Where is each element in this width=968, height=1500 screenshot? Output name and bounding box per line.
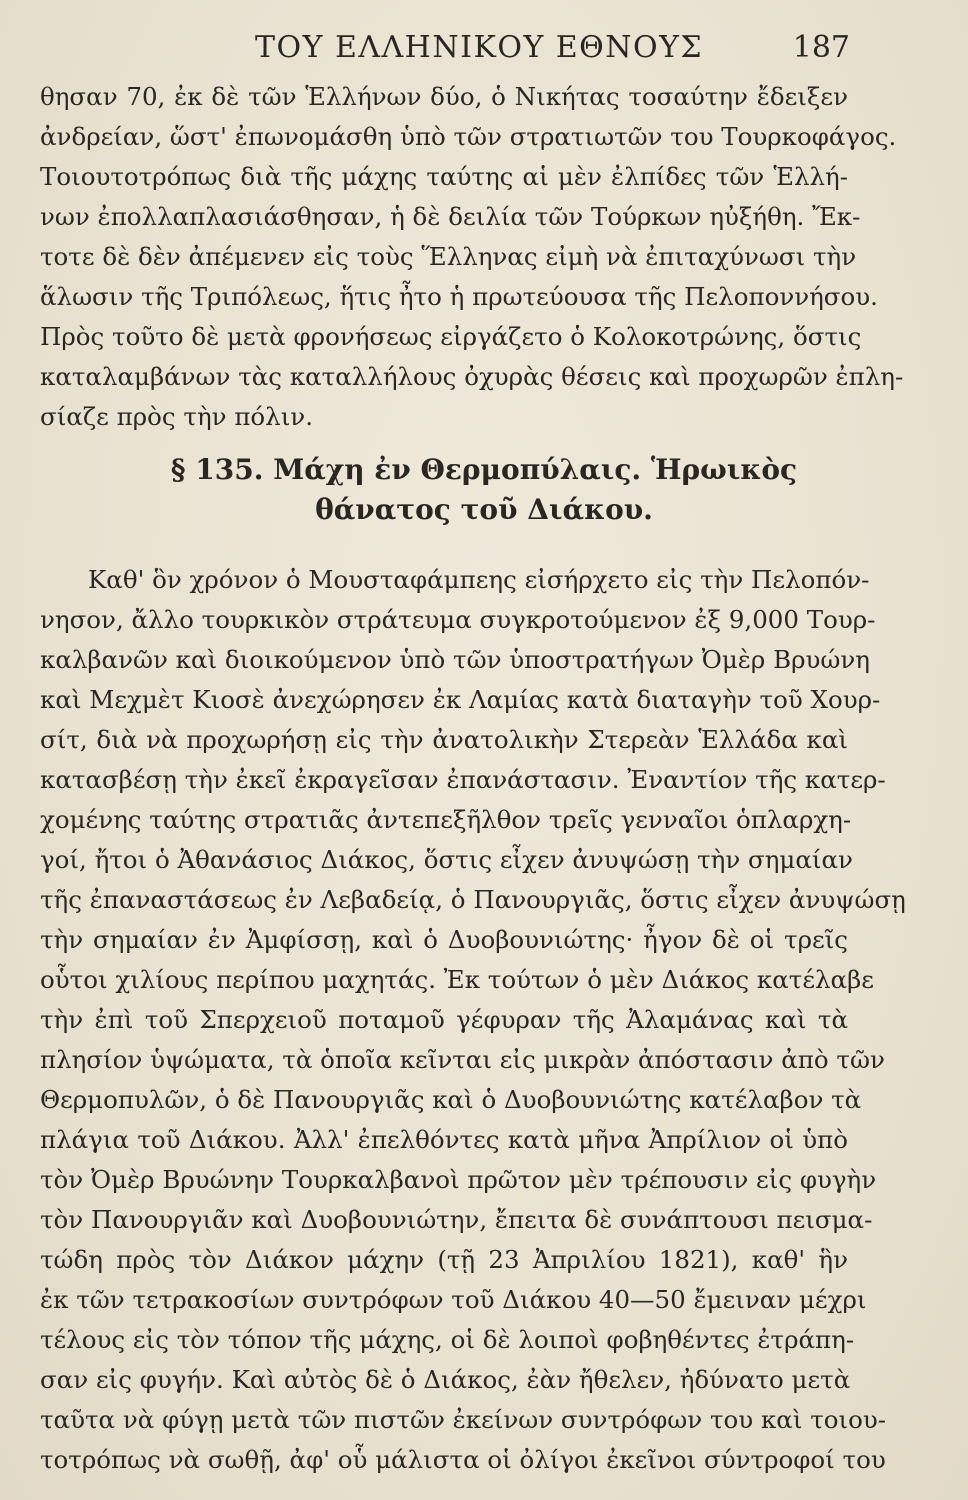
text-line: ἅλωσιν τῆς Τριπόλεως, ἥτις ἦτο ἡ πρωτεύουσα τῆς Πελοποννήσου. <box>40 282 878 311</box>
text-line: γοί, ἤτοι ὁ Ἀθανάσιος Διάκος, ὅστις εἶχεν ἀνυψώσῃ τὴν σημαίαν <box>40 845 853 874</box>
text-line: κατασβέσῃ τὴν ἐκεῖ ἐκραγεῖσαν ἐπανάστασιν. Ἐναντίον τῆς κατερ- <box>40 765 886 794</box>
text-line: σαν εἰς φυγήν. Καὶ αὐτὸς δὲ ὁ Διάκος, ἐὰν ἤθελεν, ἠδύνατο μετὰ <box>40 1365 851 1394</box>
page-number: 187 <box>792 30 850 65</box>
text-line: τώδη πρὸς τὸν Διάκον μάχην (τῇ 23 Ἀπριλίου 1821), καθ' ἣν <box>40 1245 848 1274</box>
text-line: καταλαμβάνων τὰς καταλλήλους ὀχυρὰς θέσεις καὶ προχωρῶν ἐπλη- <box>40 362 904 391</box>
text-line: οὗτοι χιλίους περίπου μαχητάς. Ἐκ τούτων ὁ μὲν Διάκος κατέλαβε <box>40 965 874 994</box>
running-head <box>0 30 968 66</box>
text-line: Τοιουτοτρόπως διὰ τῆς μάχης ταύτης αἱ μὲν ἐλπίδες τῶν Ἑλλή- <box>40 162 848 191</box>
text-line: πλησίον ὑψώματα, τὰ ὁποῖα κεῖνται εἰς μικρὰν ἀπόστασιν ἀπὸ τῶν <box>40 1045 885 1074</box>
text-line: καλβανῶν καὶ διοικούμενον ὑπὸ τῶν ὑποστρατήγων Ὀμὲρ Βρυώνη <box>40 645 870 674</box>
text-line: τοτε δὲ δὲν ἀπέμενεν εἰς τοὺς Ἕλληνας εἰμὴ νὰ ἐπιταχύνωσι τὴν <box>40 242 857 271</box>
text-line: ταῦτα νὰ φύγῃ μετὰ τῶν πιστῶν ἐκείνων συντρόφων του καὶ τοιου- <box>40 1405 887 1434</box>
text-line: θησαν 70, ἐκ δὲ τῶν Ἑλλήνων δύο, ὁ Νικήτας τοσαύτην ἔδειξεν <box>40 82 848 111</box>
text-line: τὴν σημαίαν ἐν Ἀμφίσσῃ, καὶ ὁ Δυοβουνιώτης· ἦγον δὲ οἱ τρεῖς <box>40 925 848 954</box>
text-line: τοτρόπως νὰ σωθῇ, ἀφ' οὗ μάλιστα οἱ ὀλίγοι ἐκεῖνοι σύντροφοί του <box>40 1445 886 1474</box>
text-line: ἀνδρείαν, ὥστ' ἐπωνομάσθη ὑπὸ τῶν στρατιωτῶν του Τουρκοφάγος. <box>40 122 897 151</box>
running-title: ΤΟΥ ΕΛΛΗΝΙΚΟΥ ΕΘΝΟΥΣ <box>255 30 704 65</box>
text-line: Πρὸς τοῦτο δὲ μετὰ φρονήσεως εἰργάζετο ὁ Κολοκοτρώνης, ὅστις <box>40 322 862 351</box>
section-heading-line: θάνατος τοῦ Διάκου. <box>315 493 653 526</box>
text-line: πλάγια τοῦ Διάκου. Ἀλλ' ἐπελθόντες κατὰ μῆνα Ἀπρίλιον οἱ ὑπὸ <box>40 1125 848 1154</box>
text-line: τὴν ἐπὶ τοῦ Σπερχειοῦ ποταμοῦ γέφυραν τῆς Ἀλαμάνας καὶ τὰ <box>40 1005 848 1034</box>
text-line: ἐκ τῶν τετρακοσίων συντρόφων τοῦ Διάκου 40—50 ἔμειναν μέχρι <box>40 1285 867 1314</box>
text-line: σίτ, διὰ νὰ προχωρήσῃ εἰς τὴν ἀνατολικὴν Στερεὰν Ἑλλάδα καὶ <box>40 725 848 754</box>
text-line: τῆς ἐπαναστάσεως ἐν Λεβαδείᾳ, ὁ Πανουργιᾶς, ὅστις εἶχεν ἀνυψώσῃ <box>40 885 906 914</box>
text-line: Θερμοπυλῶν, ὁ δὲ Πανουργιᾶς καὶ ὁ Δυοβουνιώτης κατέλαβον τὰ <box>40 1085 862 1114</box>
text-line: τέλους εἰς τὸν τόπον τῆς μάχης, οἱ δὲ λοιποὶ φοβηθέντες ἐτράπη- <box>40 1325 855 1354</box>
text-line: νησον, ἄλλο τουρκικὸν στράτευμα συγκροτούμενον ἐξ 9,000 Τουρ- <box>40 605 876 634</box>
text-line: καὶ Μεχμὲτ Κιοσὲ ἀνεχώρησεν ἐκ Λαμίας κατὰ διαταγὴν τοῦ Χουρ- <box>40 685 881 714</box>
text-line: νων ἐπολλαπλασιάσθησαν, ἡ δὲ δειλία τῶν Τούρκων ηὐξήθη. Ἔκ- <box>40 202 861 231</box>
text-line: χομένης ταύτης στρατιᾶς ἀντεπεξῆλθον τρεῖς γενναῖοι ὁπλαρχη- <box>40 805 852 834</box>
text-line: Καθ' ὃν χρόνον ὁ Μουσταφάμπεης εἰσήρχετο εἰς τὴν Πελοπόν- <box>88 565 870 594</box>
section-heading-line: § 135. Μάχη ἐν Θερμοπύλαις. Ἡρωικὸς <box>170 453 798 486</box>
text-line: σίαζε πρὸς τὴν πόλιν. <box>40 402 313 431</box>
text-line: τὸν Ὀμὲρ Βρυώνην Τουρκαλβανοὶ πρῶτον μὲν τρέπουσιν εἰς φυγὴν <box>40 1165 877 1194</box>
text-line: τὸν Πανουργιᾶν καὶ Δυοβουνιώτην, ἔπειτα δὲ συνάπτουσι πεισμα- <box>40 1205 873 1234</box>
